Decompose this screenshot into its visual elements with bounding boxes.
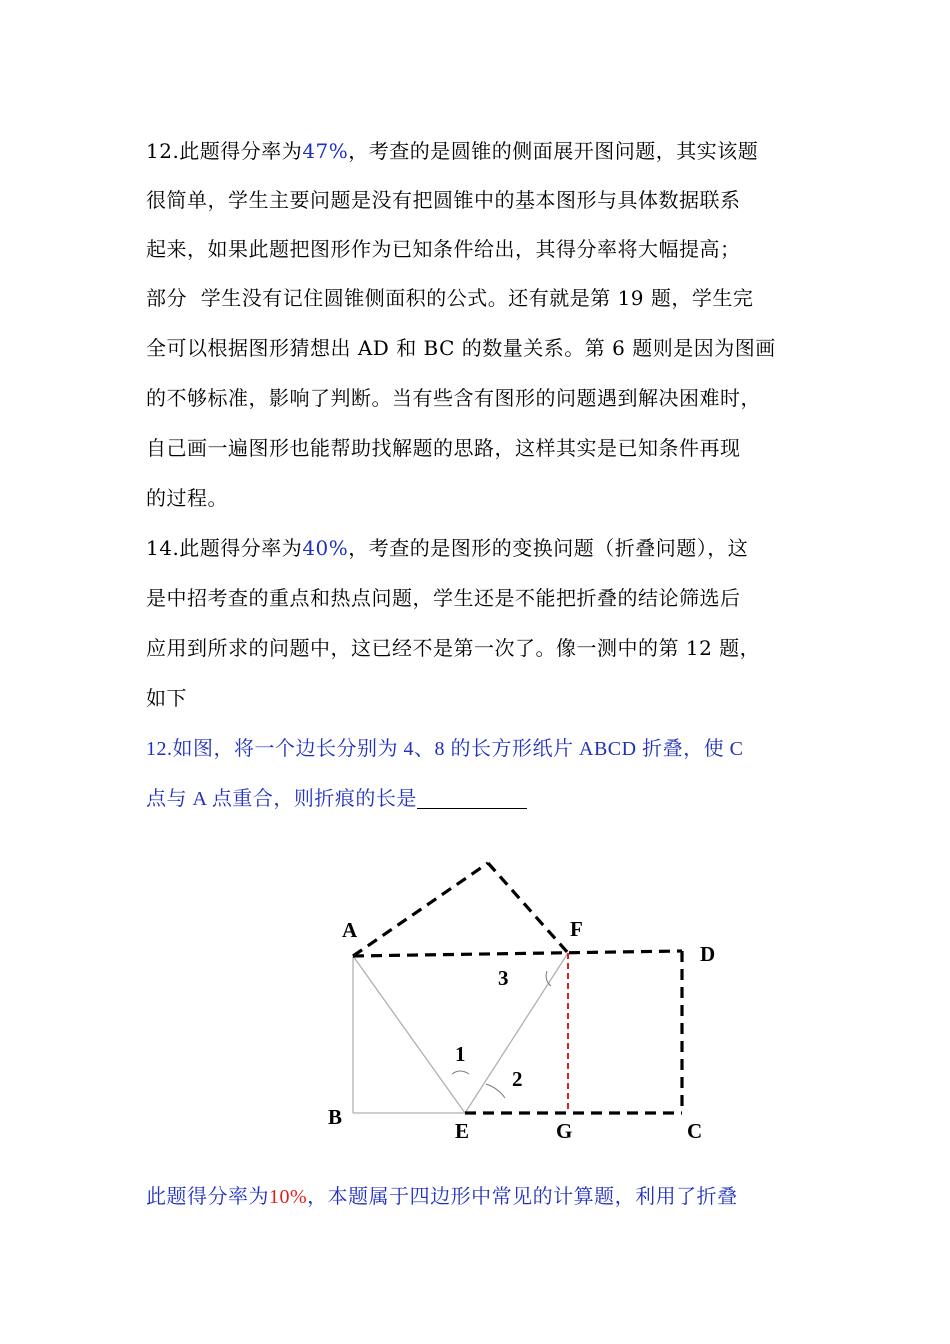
label-d: D — [700, 942, 716, 966]
para12-rate: 47% — [302, 139, 349, 163]
para12-line1 — [146, 137, 758, 165]
problem-line1: 12.如图，将一个边长分别为 4、8 的长方形纸片 ABCD 折叠，使 C — [146, 738, 744, 760]
label-b: B — [328, 1105, 343, 1129]
angle-2-arc — [486, 1084, 505, 1098]
para14-line1-rest: ，考查的是图形的变换问题（折叠问题），这 — [348, 536, 749, 560]
fold-figure — [300, 850, 740, 1150]
label-e: E — [455, 1119, 470, 1143]
segment-cprime-f — [488, 863, 568, 953]
para12-line3: 起来，如果此题把图形作为已知条件给出，其得分率将大幅提高； — [146, 237, 741, 261]
angle-arcs — [452, 971, 551, 1098]
label-angle-3: 3 — [498, 966, 509, 990]
closing-line — [146, 1182, 738, 1211]
segment-ae — [353, 956, 465, 1113]
para12-line1-rest: ，考查的是圆锥的侧面展开图问题，其实该题 — [348, 139, 759, 163]
label-angle-2: 2 — [512, 1067, 523, 1091]
para12-line4: 部分 学生没有记住圆锥侧面积的公式。还有就是第 19 题，学生完 — [146, 286, 754, 310]
problem-line2 — [146, 785, 527, 813]
label-a: A — [342, 918, 358, 942]
para12-line7: 自己画一遍图形也能帮助找解题的思路，这样其实是已知条件再现 — [146, 436, 741, 460]
problem-line2-text: 点与 A 点重合，则折痕的长是 — [146, 788, 417, 810]
para12-line8: 的过程。 — [146, 486, 228, 510]
para12-line6: 的不够标准，影响了判断。当有些含有图形的问题遇到解决困难时， — [146, 386, 761, 410]
label-f: F — [570, 917, 583, 941]
solid-lines — [353, 953, 568, 1113]
closing-prefix: 此题得分率为 — [146, 1184, 269, 1208]
label-c: C — [687, 1119, 703, 1143]
label-g: G — [556, 1119, 573, 1143]
para14-line2: 是中招考查的重点和热点问题，学生还是不能把折叠的结论筛选后 — [146, 586, 741, 610]
para14-line1 — [146, 534, 748, 562]
para12-prefix: 12.此题得分率为 — [146, 139, 303, 163]
para14-line3: 应用到所求的问题中，这已经不是第一次了。像一测中的第 12 题， — [146, 636, 761, 660]
para14-rate: 40% — [302, 536, 349, 560]
para12-line5: 全可以根据图形猜想出 AD 和 BC 的数量关系。第 6 题则是因为图画 — [146, 336, 776, 360]
segment-a-cprime — [353, 863, 488, 956]
label-angle-1: 1 — [455, 1042, 466, 1066]
para12-line2: 很简单，学生主要问题是没有把圆锥中的基本图形与具体数据联系 — [146, 188, 741, 212]
segment-ad — [353, 951, 682, 956]
closing-rest: ，本题属于四边形中常见的计算题，利用了折叠 — [307, 1184, 738, 1208]
closing-rate: 10% — [269, 1186, 308, 1208]
angle-1-arc — [452, 1071, 469, 1074]
angle-3-arc — [546, 971, 551, 986]
para14-line4: 如下 — [146, 686, 187, 710]
answer-blank — [417, 788, 527, 809]
para14-prefix: 14.此题得分率为 — [146, 536, 303, 560]
